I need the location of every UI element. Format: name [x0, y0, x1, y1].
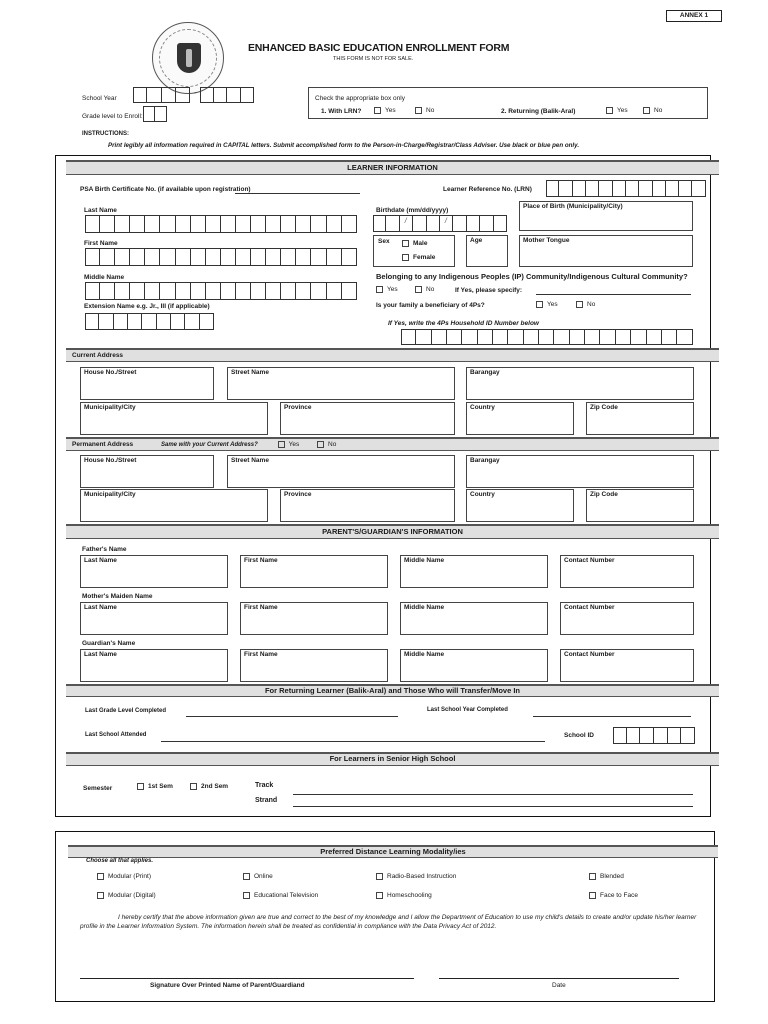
- with-lrn-label: 1. With LRN?: [321, 108, 362, 115]
- last-sy-label: Last School Year Completed: [427, 707, 508, 713]
- semester-label: Semester: [83, 785, 113, 792]
- school-year-label: School Year: [82, 95, 117, 102]
- ip-no-option[interactable]: No: [415, 286, 434, 293]
- track-input[interactable]: [293, 794, 693, 795]
- place-of-birth-input[interactable]: Place of Birth (Municipality/City): [519, 201, 693, 231]
- age-input[interactable]: Age: [466, 235, 508, 267]
- learner-info-header: LEARNER INFORMATION: [66, 160, 719, 175]
- annex-label: ANNEX 1: [666, 10, 722, 22]
- modality-header: Preferred Distance Learning Modality/ies: [68, 845, 718, 858]
- school-year-end-input[interactable]: [200, 87, 254, 103]
- grade-level-label: Grade level to Enroll:: [82, 113, 143, 120]
- deped-seal-icon: [152, 22, 224, 94]
- last-sy-input[interactable]: [533, 716, 691, 717]
- permanent-address-header: [66, 437, 719, 451]
- first-name-label: First Name: [84, 240, 118, 247]
- same-address-no[interactable]: No: [317, 441, 336, 448]
- checkbox[interactable]: [376, 873, 383, 880]
- current-house-input[interactable]: House No./Street: [80, 367, 214, 400]
- mother-tongue-input[interactable]: Mother Tongue: [519, 235, 693, 267]
- modality-educational-tv[interactable]: Educational Television: [243, 892, 318, 899]
- sex-female-option[interactable]: Female: [402, 254, 435, 261]
- guardian-name-label: Guardian's Name: [82, 640, 136, 647]
- returning-label: 2. Returning (Balik-Aral): [501, 108, 576, 115]
- certification-text: I hereby certify that the above information given are true and correct to the best of my knowledge and I allow the Department of Education to use my child's details to create and/or update his/her learner profile in the Learner Information System. The information herein shall be treated as confidential in compliance with the Data Privacy Act of 2012.: [80, 914, 697, 930]
- father-last-name-input[interactable]: Last Name: [80, 555, 228, 588]
- school-id-label: School ID: [564, 732, 594, 739]
- checkbox[interactable]: [536, 301, 543, 308]
- mother-name-label: Mother's Maiden Name: [82, 593, 153, 600]
- instructions-text: Print legibly all information required in CAPITAL letters. Submit accomplished form to the Person-in-Charge/Registrar/Class Adviser. Use black or blue pen only.: [108, 142, 580, 149]
- with-lrn-yes[interactable]: Yes: [374, 107, 396, 114]
- current-zip-input[interactable]: Zip Code: [586, 402, 694, 435]
- same-address-yes[interactable]: Yes: [278, 441, 300, 448]
- signature-label: Signature Over Printed Name of Parent/Guardiand: [150, 982, 305, 989]
- checkbox[interactable]: [376, 892, 383, 899]
- last-grade-input[interactable]: [186, 716, 398, 717]
- sex-male-option[interactable]: Male: [402, 240, 427, 247]
- guardian-contact-input[interactable]: Contact Number: [560, 649, 694, 682]
- fourps-question: Is your family a beneficiary of 4Ps?: [376, 302, 485, 309]
- permanent-street-input[interactable]: Street Name: [227, 455, 455, 488]
- extension-name-label: Extension Name e.g. Jr., III (if applicable): [84, 303, 210, 310]
- mother-contact-input[interactable]: Contact Number: [560, 602, 694, 635]
- checkbox[interactable]: [415, 286, 422, 293]
- first-name-input[interactable]: [85, 248, 357, 266]
- sex-field: [373, 235, 455, 267]
- last-name-label: Last Name: [84, 207, 117, 214]
- psa-input[interactable]: [235, 193, 360, 194]
- checkbox[interactable]: [402, 254, 409, 261]
- school-year-start-input[interactable]: [133, 87, 190, 103]
- modality-modular-digital[interactable]: Modular (Digital): [97, 892, 156, 899]
- date-input[interactable]: [439, 978, 679, 979]
- sem2-option[interactable]: 2nd Sem: [190, 783, 228, 790]
- psa-label: PSA Birth Certificate No. (if available upon registration): [80, 186, 251, 193]
- same-address-question: Same with your Current Address?: [160, 442, 258, 448]
- current-barangay-input[interactable]: Barangay: [466, 367, 694, 400]
- ip-question: Belonging to any Indigenous Peoples (IP) Community/Indigenous Cultural Community?: [376, 272, 688, 281]
- middle-name-input[interactable]: [85, 282, 357, 300]
- last-grade-label: Last Grade Level Completed: [85, 708, 167, 714]
- current-street-input[interactable]: Street Name: [227, 367, 455, 400]
- strand-input[interactable]: [293, 806, 693, 807]
- modality-online[interactable]: Online: [243, 873, 273, 880]
- school-year-dash: -: [194, 88, 197, 97]
- permanent-house-input[interactable]: House No./Street: [80, 455, 214, 488]
- guardian-last-name-input[interactable]: Last Name: [80, 649, 228, 682]
- modality-face-to-face[interactable]: Face to Face: [589, 892, 638, 899]
- check-box-panel: [308, 87, 708, 119]
- checkbox[interactable]: [278, 441, 285, 448]
- last-school-label: Last School Attended: [85, 732, 147, 738]
- father-contact-input[interactable]: Contact Number: [560, 555, 694, 588]
- check-title: Check the appropriate box only: [315, 95, 405, 102]
- last-school-input[interactable]: [161, 741, 545, 742]
- birthdate-input[interactable]: [373, 215, 507, 232]
- checkbox[interactable]: [97, 873, 104, 880]
- track-label: Track: [255, 782, 274, 789]
- last-name-input[interactable]: [85, 215, 357, 233]
- form-subtitle: THIS FORM IS NOT FOR SALE.: [333, 56, 414, 62]
- lrn-input[interactable]: [546, 180, 706, 197]
- returning-header: For Returning Learner (Balik-Aral) and Those Who will Transfer/Move In: [66, 684, 719, 697]
- ip-yes-option[interactable]: Yes: [376, 286, 398, 293]
- checkbox[interactable]: [589, 873, 596, 880]
- checkbox[interactable]: [97, 892, 104, 899]
- mother-first-name-input[interactable]: First Name: [240, 602, 388, 635]
- strand-label: Strand: [255, 797, 278, 804]
- fourps-id-label: If Yes, write the 4Ps Household ID Number below: [388, 320, 539, 327]
- modality-modular-print[interactable]: Modular (Print): [97, 873, 151, 880]
- form-title: ENHANCED BASIC EDUCATION ENROLLMENT FORM: [248, 42, 510, 54]
- returning-yes[interactable]: Yes: [606, 107, 628, 114]
- father-middle-name-input[interactable]: Middle Name: [400, 555, 548, 588]
- checkbox[interactable]: [415, 107, 422, 114]
- guardian-first-name-input[interactable]: First Name: [240, 649, 388, 682]
- checkbox[interactable]: [402, 240, 409, 247]
- checkbox[interactable]: [643, 107, 650, 114]
- fourps-no-option[interactable]: No: [576, 301, 595, 308]
- mother-middle-name-input[interactable]: Middle Name: [400, 602, 548, 635]
- fourps-yes-option[interactable]: Yes: [536, 301, 558, 308]
- current-municipality-input[interactable]: Municipality/City: [80, 402, 268, 435]
- checkbox[interactable]: [606, 107, 613, 114]
- permanent-province-input[interactable]: Province: [280, 489, 455, 522]
- checkbox[interactable]: [137, 783, 144, 790]
- checkbox[interactable]: [576, 301, 583, 308]
- instructions-label: INSTRUCTIONS:: [82, 131, 129, 137]
- checkbox[interactable]: [243, 873, 250, 880]
- modality-blended[interactable]: Blended: [589, 873, 624, 880]
- permanent-zip-input[interactable]: Zip Code: [586, 489, 694, 522]
- permanent-barangay-input[interactable]: Barangay: [466, 455, 694, 488]
- checkbox[interactable]: [374, 107, 381, 114]
- ip-specify-input[interactable]: [536, 294, 691, 295]
- sem1-option[interactable]: 1st Sem: [137, 783, 173, 790]
- checkbox[interactable]: [243, 892, 250, 899]
- current-country-input[interactable]: Country: [466, 402, 574, 435]
- lrn-label: Learner Reference No. (LRN): [443, 186, 532, 193]
- permanent-country-input[interactable]: Country: [466, 489, 574, 522]
- birthdate-label: Birthdate (mm/dd/yyyy): [376, 207, 449, 214]
- modality-radio[interactable]: Radio-Based Instruction: [376, 873, 456, 880]
- with-lrn-no[interactable]: No: [415, 107, 434, 114]
- sex-label: Sex: [378, 238, 390, 245]
- checkbox[interactable]: [376, 286, 383, 293]
- middle-name-label: Middle Name: [84, 274, 125, 281]
- ip-specify-label: If Yes, please specify:: [455, 287, 523, 294]
- choose-all-label: Choose all that applies.: [86, 858, 154, 864]
- school-id-input[interactable]: [613, 727, 695, 744]
- current-address-header: Current Address: [66, 348, 719, 362]
- returning-no[interactable]: No: [643, 107, 662, 114]
- permanent-address-title: Permanent Address: [72, 441, 134, 448]
- permanent-municipality-input[interactable]: Municipality/City: [80, 489, 268, 522]
- guardian-middle-name-input[interactable]: Middle Name: [400, 649, 548, 682]
- current-province-input[interactable]: Province: [280, 402, 455, 435]
- checkbox[interactable]: [589, 892, 596, 899]
- checkbox[interactable]: [317, 441, 324, 448]
- seal-torch: [186, 49, 192, 67]
- father-name-label: Father's Name: [82, 546, 127, 553]
- grade-level-input[interactable]: [143, 106, 167, 122]
- shs-header: For Learners in Senior High School: [66, 752, 719, 766]
- mother-last-name-input[interactable]: Last Name: [80, 602, 228, 635]
- fourps-id-input[interactable]: [401, 329, 693, 345]
- modality-homeschooling[interactable]: Homeschooling: [376, 892, 432, 899]
- extension-name-input[interactable]: [85, 313, 214, 330]
- date-label: Date: [552, 982, 566, 989]
- parents-info-header: PARENT'S/GUARDIAN'S INFORMATION: [66, 524, 719, 539]
- father-first-name-input[interactable]: First Name: [240, 555, 388, 588]
- checkbox[interactable]: [190, 783, 197, 790]
- signature-input[interactable]: [80, 978, 414, 979]
